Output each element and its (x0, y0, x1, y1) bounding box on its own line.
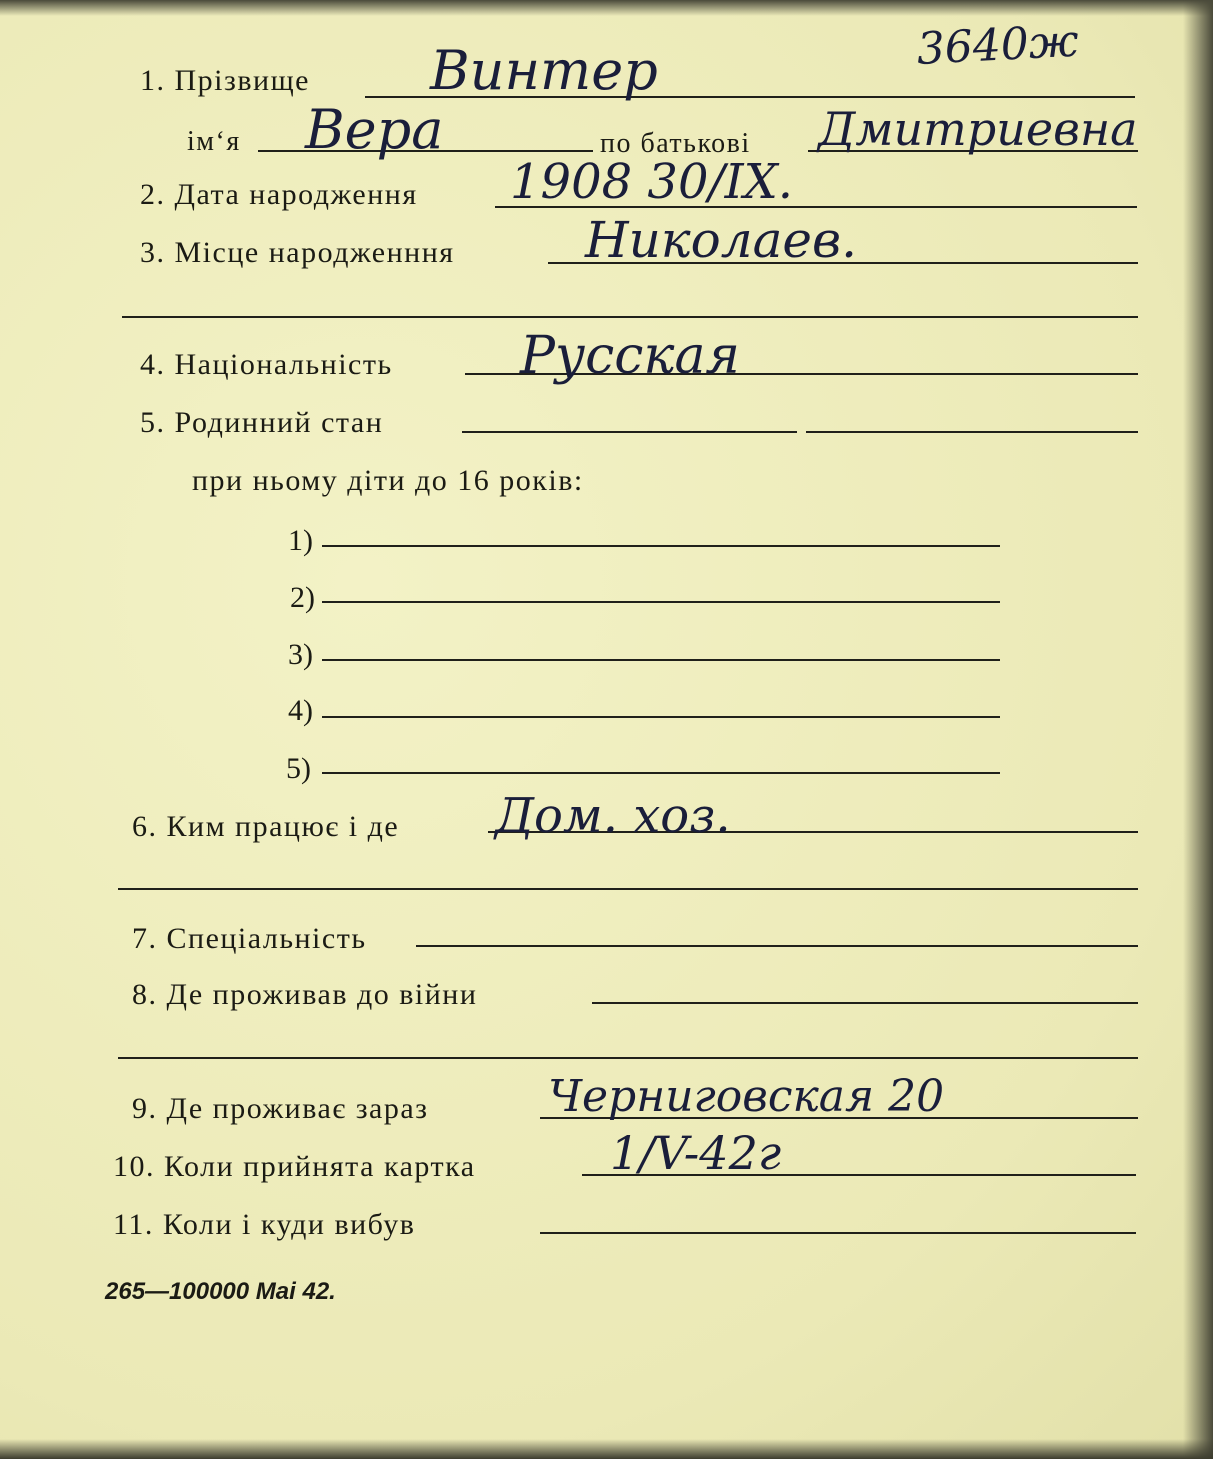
value-name[interactable]: Вера (305, 98, 444, 161)
label-card-accepted: 10. Коли прийнята картка (113, 1150, 476, 1183)
line-prewar-residence (592, 1002, 1138, 1004)
line-marital-status-a (462, 431, 797, 433)
label-birth-place: 3. Місце народженння (140, 236, 455, 269)
label-child-1: 1) (288, 524, 313, 557)
label-children: при ньому діти до 16 років: (192, 464, 584, 497)
label-child-4: 4) (288, 694, 313, 727)
label-surname: 1. Прізвище (140, 64, 310, 97)
value-current-residence[interactable]: Черниговская 20 (548, 1071, 945, 1122)
card-number: 3640ж (915, 15, 1080, 75)
line-specialty (416, 945, 1138, 947)
label-child-5: 5) (286, 752, 311, 785)
line-departed (540, 1232, 1136, 1234)
line-child-1 (322, 545, 1000, 547)
line-occupation-extra (118, 888, 1138, 890)
label-birth-date: 2. Дата народження (140, 178, 418, 211)
label-name: ім‘я (187, 126, 241, 157)
scan-edge-bottom (0, 1439, 1213, 1459)
label-child-3: 3) (288, 638, 313, 671)
label-nationality: 4. Національність (140, 348, 393, 381)
line-child-3 (322, 659, 1000, 661)
value-card-accepted[interactable]: 1/V-42г (610, 1126, 782, 1180)
scan-edge-top (0, 0, 1213, 16)
label-patronymic: по батькові (600, 128, 751, 159)
line-child-2 (322, 601, 1000, 603)
line-birth-place-extra (122, 316, 1138, 318)
line-prewar-residence-extra (118, 1057, 1138, 1059)
line-marital-status-b (806, 431, 1138, 433)
line-child-4 (322, 716, 1000, 718)
value-occupation[interactable]: Дом. хоз. (495, 788, 731, 844)
label-child-2: 2) (290, 581, 315, 614)
label-departed: 11. Коли і куди вибув (113, 1208, 416, 1241)
value-birth-date[interactable]: 1908 30/IX. (510, 154, 794, 210)
line-child-5 (322, 772, 1000, 774)
label-specialty: 7. Спеціальність (132, 922, 367, 955)
print-code: 265—100000 Mai 42. (105, 1278, 336, 1305)
label-marital-status: 5. Родинний стан (140, 406, 384, 439)
scan-edge-right (1183, 0, 1213, 1459)
label-current-residence: 9. Де проживає зараз (132, 1092, 429, 1125)
label-occupation: 6. Ким працює і де (132, 810, 400, 843)
value-nationality[interactable]: Русская (520, 326, 740, 386)
label-prewar-residence: 8. Де проживав до війни (132, 978, 478, 1011)
value-surname[interactable]: Винтер (430, 39, 658, 102)
value-patronymic[interactable]: Дмитриевна (818, 102, 1138, 156)
value-birth-place[interactable]: Николаев. (585, 211, 857, 269)
